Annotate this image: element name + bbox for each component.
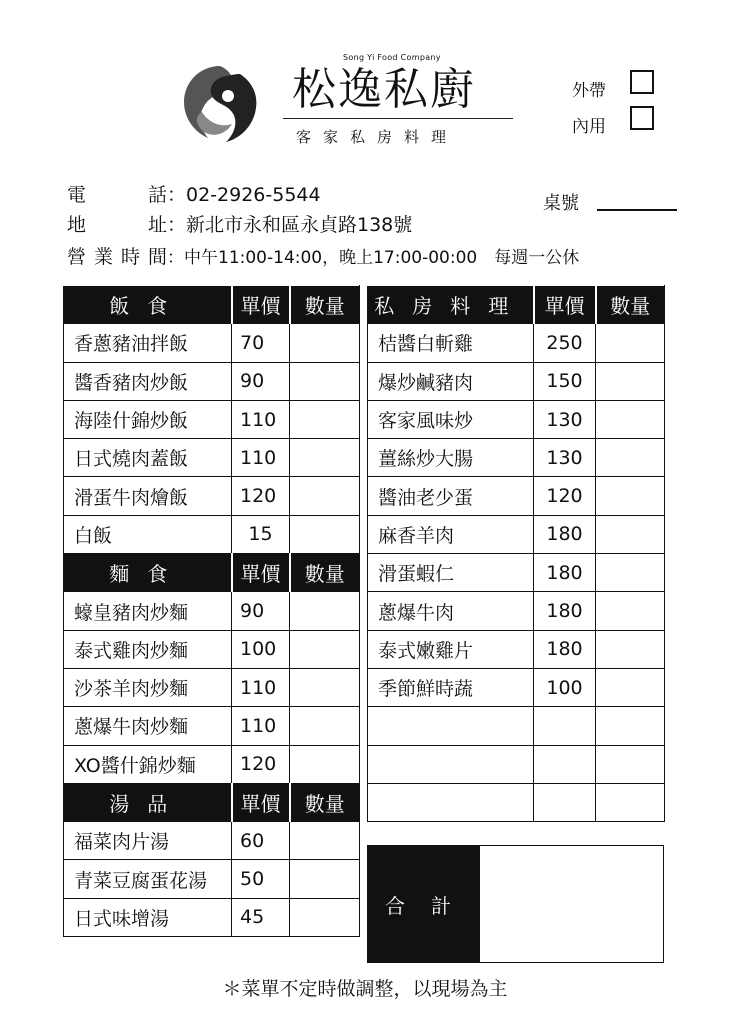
item-name: 沙茶羊肉炒麵 — [64, 668, 232, 706]
phone-label: 電 話 — [67, 184, 167, 206]
item-quantity-cell[interactable] — [290, 515, 360, 553]
item-name: 日式味增湯 — [64, 898, 232, 936]
item-name: 泰式雞肉炒麵 — [64, 630, 232, 668]
item-price: 110 — [232, 707, 290, 745]
phone-value: ：02-2926-5544 — [167, 184, 321, 206]
item-name: 爆炒鹹豬肉 — [368, 362, 534, 400]
item-quantity-cell[interactable] — [596, 400, 665, 438]
item-name: 滑蛋牛肉燴飯 — [64, 477, 232, 515]
table-number-label: 桌號 — [543, 193, 579, 214]
menu-item-row — [64, 362, 360, 400]
item-price: 110 — [232, 439, 290, 477]
item-quantity-cell[interactable] — [290, 592, 360, 630]
address-label: 地 址 — [67, 214, 167, 236]
price-column-header: 單價 — [232, 783, 290, 821]
price-column-header: 單價 — [534, 286, 596, 324]
empty-cell[interactable] — [368, 745, 534, 783]
item-price: 120 — [232, 477, 290, 515]
info-address — [67, 210, 412, 237]
item-name: 蔥爆牛肉炒麵 — [64, 707, 232, 745]
item-quantity-cell[interactable] — [596, 554, 665, 592]
total-box[interactable] — [367, 845, 664, 963]
menu-item-row — [368, 439, 665, 477]
item-quantity-cell[interactable] — [290, 745, 360, 783]
section-header-noodles — [64, 554, 360, 592]
menu-item-row — [64, 515, 360, 553]
item-quantity-cell[interactable] — [596, 515, 665, 553]
menu-item-row — [64, 860, 360, 898]
menu-item-row — [64, 668, 360, 706]
empty-cell[interactable] — [596, 745, 665, 783]
total-label: 合計 — [368, 846, 480, 962]
item-quantity-cell[interactable] — [290, 439, 360, 477]
item-price: 150 — [534, 362, 596, 400]
empty-row — [368, 707, 665, 745]
item-quantity-cell[interactable] — [596, 630, 665, 668]
item-name: 香蔥豬油拌飯 — [64, 324, 232, 362]
menu-item-row — [368, 592, 665, 630]
empty-row — [368, 783, 665, 821]
menu-item-row — [368, 515, 665, 553]
item-price: 180 — [534, 592, 596, 630]
menu-item-row — [368, 668, 665, 706]
item-name: 泰式嫩雞片 — [368, 630, 534, 668]
item-name: 麻香羊肉 — [368, 515, 534, 553]
menu-item-row — [368, 477, 665, 515]
dinein-checkbox[interactable] — [630, 106, 654, 130]
item-name: 薑絲炒大腸 — [368, 439, 534, 477]
item-name: 滑蛋蝦仁 — [368, 554, 534, 592]
item-name: 青菜豆腐蛋花湯 — [64, 860, 232, 898]
section-title: 私房料理 — [368, 286, 534, 324]
item-name: 醬油老少蛋 — [368, 477, 534, 515]
item-price: 110 — [232, 668, 290, 706]
item-quantity-cell[interactable] — [596, 592, 665, 630]
menu-item-row — [368, 554, 665, 592]
item-quantity-cell[interactable] — [596, 668, 665, 706]
item-quantity-cell[interactable] — [596, 362, 665, 400]
item-quantity-cell[interactable] — [596, 477, 665, 515]
table-number-field[interactable] — [597, 209, 677, 211]
empty-cell[interactable] — [534, 707, 596, 745]
hours-value: ：中午11:00-14:00，晚上17:00-00:00 每週一公休 — [167, 248, 580, 268]
item-price: 250 — [534, 324, 596, 362]
item-name: 季節鮮時蔬 — [368, 668, 534, 706]
item-price: 180 — [534, 515, 596, 553]
item-name: 日式燒肉蓋飯 — [64, 439, 232, 477]
item-name: XO醬什錦炒麵 — [64, 745, 232, 783]
item-quantity-cell[interactable] — [290, 898, 360, 936]
item-price: 90 — [232, 592, 290, 630]
item-price: 60 — [232, 822, 290, 860]
item-price: 90 — [232, 362, 290, 400]
item-quantity-cell[interactable] — [290, 860, 360, 898]
item-quantity-cell[interactable] — [596, 324, 665, 362]
menu-item-row — [64, 439, 360, 477]
empty-cell[interactable] — [596, 783, 665, 821]
section-title: 飯食 — [64, 286, 232, 324]
item-name: 醬香豬肉炒飯 — [64, 362, 232, 400]
item-price: 130 — [534, 439, 596, 477]
qty-column-header: 數量 — [290, 286, 360, 324]
menu-item-row — [64, 745, 360, 783]
section-header-private — [368, 286, 665, 324]
menu-item-row — [64, 592, 360, 630]
empty-cell[interactable] — [596, 707, 665, 745]
qty-column-header: 數量 — [290, 554, 360, 592]
item-quantity-cell[interactable] — [290, 630, 360, 668]
item-name: 福菜肉片湯 — [64, 822, 232, 860]
hours-label: 營業時間 — [67, 246, 167, 268]
item-quantity-cell[interactable] — [290, 707, 360, 745]
empty-row — [368, 745, 665, 783]
empty-cell[interactable] — [368, 783, 534, 821]
menu-item-row — [64, 822, 360, 860]
item-quantity-cell[interactable] — [290, 362, 360, 400]
info-phone — [67, 180, 321, 207]
item-quantity-cell[interactable] — [290, 668, 360, 706]
item-quantity-cell[interactable] — [290, 477, 360, 515]
price-column-header: 單價 — [232, 286, 290, 324]
menu-item-row — [368, 324, 665, 362]
order-type-dinein-label: 內用 — [572, 117, 606, 137]
item-quantity-cell[interactable] — [290, 400, 360, 438]
info-hours — [67, 242, 579, 269]
menu-item-row — [368, 362, 665, 400]
qty-column-header: 數量 — [596, 286, 665, 324]
section-header-rice — [64, 286, 360, 324]
item-price: 50 — [232, 860, 290, 898]
order-type-takeout-label: 外帶 — [572, 81, 606, 101]
item-price: 100 — [232, 630, 290, 668]
item-price: 120 — [534, 477, 596, 515]
takeout-checkbox[interactable] — [630, 70, 654, 94]
menu-item-row — [64, 400, 360, 438]
empty-cell[interactable] — [534, 745, 596, 783]
price-column-header: 單價 — [232, 554, 290, 592]
menu-item-row — [368, 400, 665, 438]
item-price: 100 — [534, 668, 596, 706]
item-name: 白飯 — [64, 515, 232, 553]
item-name: 桔醬白斬雞 — [368, 324, 534, 362]
item-price: 15 — [232, 515, 290, 553]
menu-item-row — [64, 324, 360, 362]
section-header-soup — [64, 783, 360, 821]
menu-item-row — [64, 707, 360, 745]
brand-divider — [283, 118, 513, 119]
section-title: 麵食 — [64, 554, 232, 592]
menu-item-row — [368, 630, 665, 668]
item-quantity-cell[interactable] — [596, 439, 665, 477]
menu-table-left — [63, 285, 360, 937]
logo-icon — [180, 62, 260, 146]
section-title: 湯品 — [64, 783, 232, 821]
company-english-name: Song Yi Food Company — [343, 53, 441, 62]
address-value: ：新北市永和區永貞路138號 — [167, 214, 413, 236]
item-price: 45 — [232, 898, 290, 936]
menu-item-row — [64, 477, 360, 515]
item-price: 180 — [534, 630, 596, 668]
item-price: 110 — [232, 400, 290, 438]
item-name: 蔥爆牛肉 — [368, 592, 534, 630]
item-quantity-cell[interactable] — [290, 822, 360, 860]
menu-item-row — [64, 898, 360, 936]
item-price: 120 — [232, 745, 290, 783]
item-price: 70 — [232, 324, 290, 362]
menu-item-row — [64, 630, 360, 668]
empty-cell[interactable] — [534, 783, 596, 821]
item-name: 蠔皇豬肉炒麵 — [64, 592, 232, 630]
item-price: 130 — [534, 400, 596, 438]
item-name: 客家風味炒 — [368, 400, 534, 438]
menu-table-right — [367, 285, 665, 822]
brand-title: 松逸私廚 — [292, 64, 476, 115]
item-price: 180 — [534, 554, 596, 592]
brand-subtitle: 客家私房料理 — [296, 128, 459, 146]
qty-column-header: 數量 — [290, 783, 360, 821]
item-quantity-cell[interactable] — [290, 324, 360, 362]
footer-note: ＊菜單不定時做調整，以現場為主 — [222, 978, 508, 1000]
item-name: 海陸什錦炒飯 — [64, 400, 232, 438]
empty-cell[interactable] — [368, 707, 534, 745]
